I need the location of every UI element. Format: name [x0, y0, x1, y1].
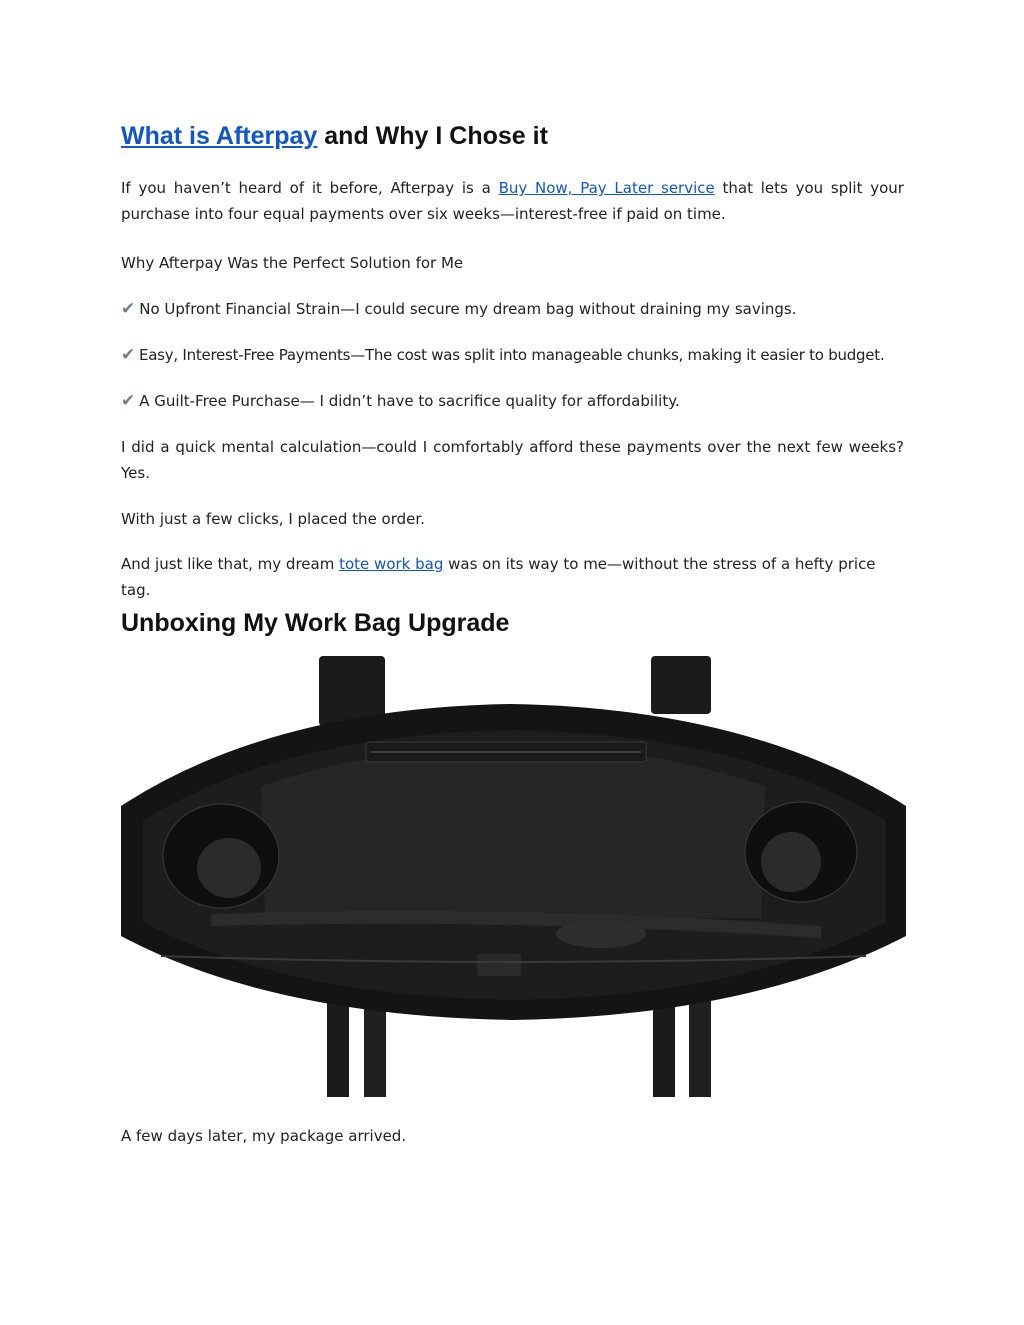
bag-pocket-left-lining [197, 838, 261, 898]
bag-back-panel [261, 744, 765, 918]
heading-unboxing: Unboxing My Work Bag Upgrade [121, 609, 510, 637]
dream-bag-paragraph [121, 551, 904, 603]
heading1-rest: and Why I Chose it [324, 122, 548, 150]
checkmark-icon: ✔ [121, 299, 136, 319]
benefit-text: No Upfront Financial Strain—I could secure my dream bag without draining my savings. [139, 300, 797, 318]
intro-text-after: that lets you split your purchase into four equal payments over six weeks—interest-free if paid on time. [121, 179, 904, 223]
benefit-text: A Guilt-Free Purchase— I didn’t have to sacrifice quality for affordability. [139, 392, 680, 410]
dream-bag-text-after: was on its way to me—without the stress of a hefty price tag. [121, 555, 876, 599]
bag-handle-bottom-right-inner [689, 992, 711, 1097]
benefit-item [121, 296, 904, 322]
checkmark-icon: ✔ [121, 391, 136, 411]
tote-bag-photo [121, 656, 906, 1097]
closing-paragraph: A few days later, my package arrived. [121, 1127, 407, 1145]
bag-handle-bottom-left [327, 992, 349, 1097]
why-afterpay-subheading: Why Afterpay Was the Perfect Solution for Me [121, 254, 464, 272]
afterpay-link[interactable]: What is Afterpay [121, 122, 318, 150]
placed-order-paragraph: With just a few clicks, I placed the order. [121, 510, 425, 528]
bnpl-service-link[interactable]: Buy Now, Pay Later service [498, 179, 715, 197]
intro-paragraph [121, 175, 904, 227]
calculation-paragraph: I did a quick mental calculation—could I comfortably afford these payments over the next few weeks? Yes. [121, 438, 904, 482]
benefit-item [121, 388, 904, 414]
bag-pocket-right-lining [761, 832, 821, 892]
intro-text-before: If you haven’t heard of it before, Afterpay is a [121, 179, 491, 197]
bag-front-pocket-fabric [556, 920, 646, 948]
checkmark-icon: ✔ [121, 345, 135, 365]
benefit-text: Easy, Interest-Free Payments—The cost was split into manageable chunks, making it easier to budget. [139, 346, 885, 364]
heading-what-is-afterpay [121, 119, 548, 153]
bag-handle-top-right [651, 656, 711, 714]
benefit-item [121, 342, 904, 368]
bag-strap-clip [477, 954, 521, 976]
tote-work-bag-link[interactable]: tote work bag [339, 555, 444, 573]
dream-bag-text-before: And just like that, my dream [121, 555, 335, 573]
